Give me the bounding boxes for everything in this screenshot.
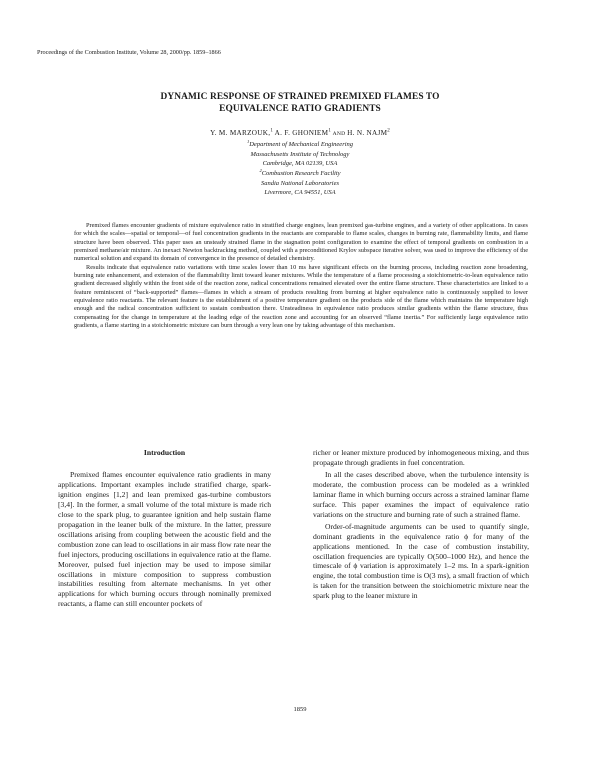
author-1-sup: 1: [270, 128, 273, 134]
body-paragraph: Premixed flames encounter equivalence ratio gradients in many applications. Important examples include stratified charge, spark-ignition engines [1,2] and lean premixed gas-turbine combustors [3,4]. In the former, a small volume of the total mixture is made rich close to the spark plug, to guarantee ignition and help sustain flame propagation in the leaner bulk of the mixture. In the latter, pressure oscillations arising from coupling between the acoustic field and the combustion zone can lead to oscillations in air mass flow rate near the fuel injectors, producing oscillations in equivalence ratio at the flame. Moreover, pulsed fuel injection may be used to impose similar oscillations in mixture composition to suppress combustion instabilities resulting from alternate mechanisms. In yet other applications for which burning occurs through nominally premixed reactants, a flame can still encounter pockets of: [58, 470, 271, 609]
affiliation-line-2: Massachusetts Institute of Technology: [250, 150, 350, 158]
author-conjunction: AND: [332, 131, 346, 137]
body-paragraph: In all the cases described above, when the turbulence intensity is moderate, the combustion process can be modeled as a wrinkled laminar flame in which burning occurs across a strained laminar flame surface. This paper examines the impact of equivalence ratio variations on the structure and burning rate of such a strained flame.: [313, 469, 529, 519]
body-column-right: [313, 448, 529, 601]
affiliations: [60, 140, 540, 198]
abstract-paragraph-1: Premixed flames encounter gradients of mixture equivalence ratio in stratified charge engines, lean premixed gas-turbine engines, and a variety of other applications. In cases for which the scales—spatial or temporal—of fuel concentration gradients in the reactants are comparable to flame scales, changes in burning rate, flammability limits, and flame structure have been observed. This paper uses an unsteady strained flame in the stagnation point configuration to examine the effect of temporal gradients on combustion in a premixed methane/air mixture. An inexact Newton backtracking method, coupled with a preconditioned Krylov subspace iterative solver, was used to improve the efficiency of the numerical solution and expand its domain of convergence in the presence of detailed chemistry.: [74, 222, 528, 263]
paper-title: [60, 92, 540, 115]
affiliation-line-3: Cambridge, MA 02139, USA: [262, 160, 338, 168]
author-2: A. F. GHONIEM: [274, 129, 329, 137]
affiliation-line-4: $^2$Combustion Research Facility: [259, 167, 341, 177]
section-heading-introduction: Introduction: [143, 448, 186, 457]
author-3-sup: 2: [387, 128, 390, 134]
abstract: [74, 222, 528, 330]
body-paragraph-continued: richer or leaner mixture produced by inhomogeneous mixing, and thus propagate through gradients in fuel concentration.: [313, 448, 529, 467]
page-number: 1859: [293, 706, 307, 713]
affiliation-2-sup: 2: [259, 167, 262, 173]
journal-header: Proceedings of the Combustion Institute, Volume 28, 2000/pp. 1859–1866: [37, 49, 221, 56]
title-line-1: DYNAMIC RESPONSE OF STRAINED PREMIXED FLAMES TO: [160, 92, 440, 102]
author-3: H. N. NAJM: [347, 129, 388, 137]
abstract-paragraph-2: Results indicate that equivalence ratio variations with time scales lower than 10 ms have significant effects on the burning process, including reaction zone broadening, burning rate enhancement, and extension of the flammability limit toward leaner mixtures. While the temperature of a flame processing a stoichiometric-to-lean equivalence ratio gradient decreased slightly within the front side of the reaction zone, radical concentrations remained elevated over the entire flame structure. These characteristics are linked to a feature reminiscent of “back-supported” flames—flames in which a stream of products resulting from burning at higher equivalence ratio is continuously supplied to lower equivalence ratio reactants. The relevant feature is the establishment of a positive temperature gradient on the products side of the flame which maintains the temperature high enough and the radical concentration sufficient to sustain combustion there. Unsteadiness in equivalence ratio produces similar gradients within the flame structure, thus compensating for the change in temperature at the leading edge of the reaction zone and accounting for an observed “flame inertia.” For sufficiently large equivalence ratio gradients, a flame starting in a stoichiometric mixture can burn through a very lean one by taking advantage of this mechanism.: [74, 263, 528, 330]
affiliation-1-sup: 1: [246, 138, 250, 144]
affiliation-line-6: Livermore, CA 94551, USA: [264, 189, 336, 197]
author-1: Y. M. MARZOUK,: [210, 129, 271, 137]
author-2-sup: 1: [328, 128, 331, 134]
author-list: [60, 128, 540, 139]
affiliation-line-5: Sandia National Laboratories: [260, 179, 339, 187]
title-line-2: EQUIVALENCE RATIO GRADIENTS: [219, 103, 381, 114]
affiliation-line-1: $^1$Department of Mechanical Engineering: [246, 138, 354, 148]
body-paragraph: Order-of-magnitude arguments can be used to quantify single, dominant gradients in the equivalence ratio ϕ for many of the applications mentioned. In the case of combustion instability, oscillation frequencies are typically O(500–1000 Hz), and hence the timescale of ϕ variation is approximately 1–2 ms. In a spark-ignition engine, the total combustion time is O(3 ms), a small fraction of which is taken for the transition between the stoichiometric mixture near the spark plug to the leaner mixture in: [313, 521, 529, 601]
body-column-left: [58, 448, 271, 609]
